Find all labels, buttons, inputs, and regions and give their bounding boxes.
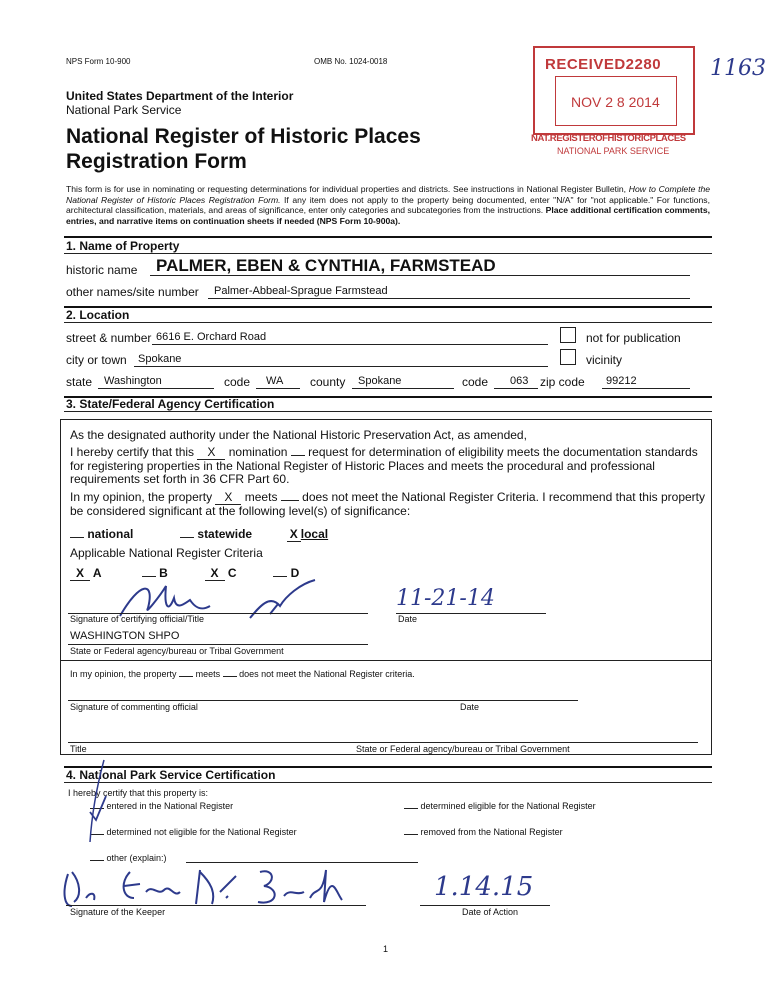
zip-label: zip code <box>540 375 585 389</box>
cert-signature-label: Signature of certifying official/Title <box>70 614 205 624</box>
agency-label-2: State or Federal agency/bureau or Tribal Government <box>356 744 570 754</box>
street-value: 6616 E. Orchard Road <box>156 331 267 343</box>
other-names-label: other names/site number <box>66 285 199 299</box>
significance-levels: national statewide X local <box>70 527 328 542</box>
other-names-value: Palmer-Abbeal-Sprague Farmstead <box>214 285 388 297</box>
criteria-label: Applicable National Register Criteria <box>70 546 263 560</box>
keeper-date-label: Date of Action <box>462 907 519 917</box>
zip-value: 99212 <box>606 375 637 387</box>
cert-date-value: 11-21-14 <box>396 586 495 611</box>
vicinity-label: vicinity <box>586 353 623 367</box>
cert-p3: In my opinion, the property X meets does not meet the National Register Criteria. I recommend that this property be considered significant at the following level(s) of significance: <box>70 490 705 518</box>
cert-date-label: Date <box>398 614 418 624</box>
city-value: Spokane <box>138 353 182 365</box>
state-value: Washington <box>104 375 162 387</box>
not-for-publication-label: not for publication <box>586 331 681 345</box>
city-label: city or town <box>66 353 127 367</box>
county-label: county <box>310 375 346 389</box>
cert-p2: I hereby certify that this X nomination request for determination of eligibility meets the documentation standards for registering properties in the National Register of Historic Places and meets the procedural and professional requirements set forth in 36 CFR Part 60. <box>70 445 698 486</box>
section2-heading: 2. Location <box>66 308 130 322</box>
keeper-date-value: 1.14.15 <box>434 872 534 902</box>
received-stamp <box>533 46 693 161</box>
other-option: other (explain:) <box>90 853 167 863</box>
keeper-signature-label: Signature of the Keeper <box>70 907 166 917</box>
agency-label: State or Federal agency/bureau or Tribal Government <box>70 646 284 656</box>
form-number: NPS Form 10-900 <box>66 57 131 66</box>
comment-signature-label: Signature of commenting official <box>70 702 198 712</box>
historic-name-value: PALMER, EBEN & CYNTHIA, FARMSTEAD <box>156 256 496 275</box>
opinion-text: In my opinion, the property meets does not meet the National Register criteria. <box>70 669 415 679</box>
stamp-line2: NATIONAL PARK SERVICE <box>557 146 670 156</box>
criteria-values: X A B X C D <box>70 566 299 581</box>
det-eligible-option: determined eligible for the National Register <box>404 801 596 811</box>
comment-date-label: Date <box>460 702 480 712</box>
section1-heading: 1. Name of Property <box>66 239 180 253</box>
stamp-received: RECEIVED2280 <box>545 56 662 73</box>
street-label: street & number <box>66 331 152 345</box>
form-title: National Register of Historic Places <box>66 125 421 148</box>
not-for-publication-checkbox[interactable] <box>560 327 576 343</box>
intro-text: This form is for use in nominating or requesting determinations for individual properties and districts. See instructions in National Register Bulletin, How to Complete the National Register of Historic Places Registration Form. If any item does not apply to the property being documented, enter "N/A" for "not applicable." For functions, architectural classification, materials, and areas of significance, enter only categories and subcategories from the instructions. Place additional certification comments, entries, and narrative items on continuation sheets if needed (NPS Form 10-900a). <box>66 184 711 226</box>
title-label: Title <box>70 744 87 754</box>
state-label: state <box>66 375 93 389</box>
state-code-label: code <box>224 375 251 389</box>
county-code-label: code <box>462 375 489 389</box>
stamp-date: NOV 2 8 2014 <box>571 94 660 110</box>
county-value: Spokane <box>358 375 402 387</box>
cert-p1: As the designated authority under the National Historic Preservation Act, as amended, <box>70 428 527 442</box>
state-code-value: WA <box>266 375 284 387</box>
agency-value: WASHINGTON SHPO <box>70 630 180 642</box>
omb-number: OMB No. 1024-0018 <box>314 57 388 66</box>
section4-heading: 4. National Park Service Certification <box>66 768 276 782</box>
section3-heading: 3. State/Federal Agency Certification <box>66 397 275 411</box>
det-not-option: determined not eligible for the National Register <box>90 827 297 837</box>
stamp-line1: NAT.REGISTEROFHISTORICPLACES <box>531 133 686 144</box>
page-number: 1 <box>383 944 389 954</box>
nps-intro: I hereby certify that this property is: <box>68 788 209 798</box>
service: National Park Service <box>66 103 182 117</box>
county-code-value: 063 <box>510 375 529 387</box>
department: United States Department of the Interior <box>66 89 294 103</box>
historic-name-label: historic name <box>66 263 138 277</box>
entered-option: entered in the National Register <box>90 801 233 811</box>
reference-number: 1163 <box>710 56 766 81</box>
vicinity-checkbox[interactable] <box>560 349 576 365</box>
removed-option: removed from the National Register <box>404 827 563 837</box>
form-subtitle: Registration Form <box>66 150 247 173</box>
